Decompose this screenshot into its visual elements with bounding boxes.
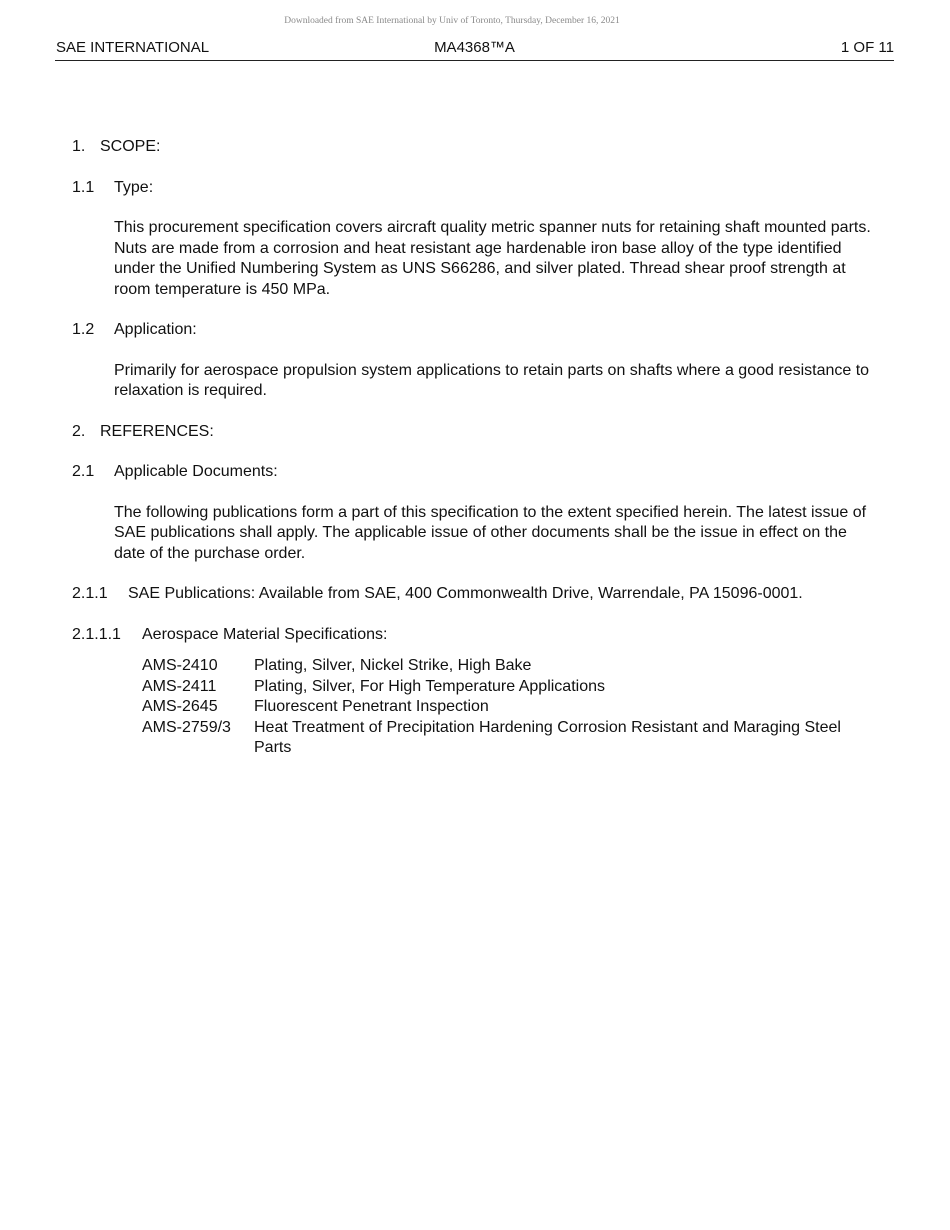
section-1-1-paragraph: This procurement specification covers aircraft quality metric spanner nuts for retaining shaft mounted parts. Nuts are made from a corrosion and heat resistant age hardenable iron base alloy of the type identified under the Unified Numbering System as UNS S66286, and silver plated. Thread shear proof strength at room temperature is 450 MPa. <box>114 219 871 298</box>
section-title: Type: <box>114 178 154 196</box>
section-1-heading <box>72 137 872 158</box>
section-2-1-paragraph: The following publications form a part of this specification to the extent specified herein. The latest issue of SAE publications shall apply. The applicable issue of other documents shall be the issue in effect on the date of the purchase order. <box>114 503 867 562</box>
section-number: 1. <box>72 138 86 155</box>
section-number: 2.1.1.1 <box>72 625 121 643</box>
section-2-1-1-1-heading <box>72 625 872 646</box>
ams-description: Plating, Silver, For High Temperature Applications <box>254 677 605 695</box>
section-title: SAE Publications: Available from SAE, 400 Commonwealth Drive, Warrendale, PA 15096-0001. <box>128 585 803 602</box>
list-item <box>142 697 872 718</box>
section-2-1-heading <box>72 462 872 483</box>
ams-code: AMS-2759/3 <box>142 718 231 736</box>
section-title: Application: <box>114 321 197 338</box>
section-number: 1.1 <box>72 178 95 196</box>
ams-reference-list <box>142 656 872 759</box>
page-header <box>55 39 894 61</box>
header-page-number: 1 OF 11 <box>840 39 894 56</box>
ams-code: AMS-2645 <box>142 698 218 715</box>
section-number: 2. <box>72 422 86 440</box>
list-item <box>142 718 872 759</box>
list-item <box>142 656 872 677</box>
ams-description: Fluorescent Penetrant Inspection <box>254 698 489 715</box>
section-title: SCOPE: <box>100 138 161 155</box>
section-number: 1.2 <box>72 321 95 338</box>
ams-description: Heat Treatment of Precipitation Hardening Corrosion Resistant and Maraging Steel Parts <box>254 718 841 756</box>
header-doc-id: MA4368™A <box>434 39 515 56</box>
section-1-2-heading <box>72 320 872 341</box>
section-1-1-heading <box>72 178 872 199</box>
ams-code: AMS-2410 <box>142 657 218 674</box>
section-title: Aerospace Material Specifications: <box>142 625 388 643</box>
section-2-1-1-heading <box>72 584 872 605</box>
ams-code: AMS-2411 <box>142 677 217 695</box>
section-number: 2.1 <box>72 463 95 480</box>
section-2-heading <box>72 422 872 443</box>
section-title: Applicable Documents: <box>114 463 278 480</box>
document-body <box>72 137 872 759</box>
header-org: SAE INTERNATIONAL <box>56 39 210 56</box>
section-title: REFERENCES: <box>100 422 214 440</box>
list-item <box>142 677 872 698</box>
section-number: 2.1.1 <box>72 585 108 602</box>
download-watermark: Downloaded from SAE International by Univ of Toronto, Thursday, December 16, 2021 <box>284 16 620 26</box>
section-1-2-paragraph: Primarily for aerospace propulsion system applications to retain parts on shafts where a good resistance to relaxation is required. <box>114 361 870 399</box>
ams-description: Plating, Silver, Nickel Strike, High Bake <box>254 657 532 674</box>
